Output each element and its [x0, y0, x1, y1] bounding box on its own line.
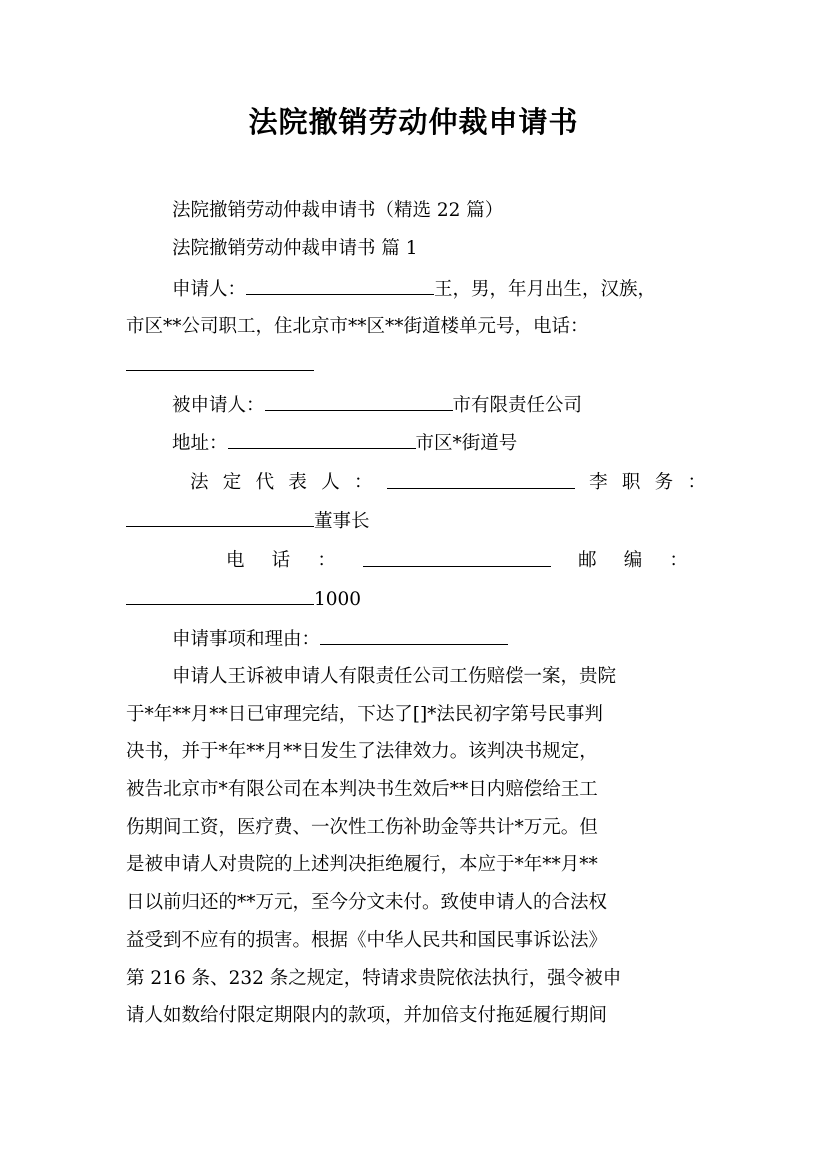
phone-char: 电	[226, 550, 245, 571]
legal-rep-char: ：	[687, 472, 706, 493]
legal-rep-char: 职	[621, 472, 641, 493]
applicant-blank	[246, 276, 434, 295]
body-line: 伤期间工资，医疗费、一次性工伤补助金等共计*万元。但	[126, 816, 598, 838]
legal-rep-char: 定	[222, 472, 242, 493]
legal-rep-char: 法	[190, 472, 209, 493]
address-blank	[228, 430, 416, 449]
postcode-line	[126, 586, 706, 613]
postcode-char: 邮	[578, 550, 597, 571]
legal-rep-char: 人	[321, 472, 340, 493]
postcode-blank	[126, 586, 314, 605]
matters-line	[172, 626, 752, 653]
section-heading: 法院撤销劳动仲裁申请书 篇 1	[172, 238, 418, 259]
position-blank	[126, 508, 314, 527]
address-label: 地址：	[172, 433, 228, 454]
postcode-info: 1000	[314, 589, 362, 610]
legal-rep-blank	[387, 470, 575, 489]
address-info: 市区*街道号	[415, 433, 518, 454]
address-line	[172, 430, 752, 457]
applicant-line	[172, 276, 752, 303]
matters-blank	[320, 626, 508, 645]
body-line: 第 216 条、232 条之规定，特请求贵院依法执行，强令被申	[126, 967, 622, 989]
applicant-label: 申请人：	[172, 279, 247, 300]
body-line: 是被申请人对贵院的上述判决拒绝履行，本应于*年**月**	[126, 854, 598, 876]
document-subtitle: 法院撤销劳动仲裁申请书（精选 22 篇）	[172, 200, 504, 221]
phone-char: 话	[271, 550, 291, 571]
legal-rep-char: 李	[589, 472, 608, 493]
position-line	[126, 508, 706, 535]
legal-rep-char: 务	[654, 472, 674, 493]
respondent-label: 被申请人：	[172, 395, 265, 416]
legal-rep-char: 代	[255, 472, 275, 493]
contact-line	[226, 548, 688, 574]
postcode-char: ：	[669, 550, 688, 571]
respondent-line	[172, 392, 752, 419]
body-line: 益受到不应有的损害。根据《中华人民共和国民事诉讼法》	[126, 929, 608, 951]
document-title: 法院撤销劳动仲裁申请书	[248, 105, 579, 139]
legal-rep-char: ：	[353, 472, 373, 493]
phone-blank-line	[126, 352, 706, 379]
body-line: 日以前归还的**万元，至今分文未付。致使申请人的合法权	[126, 892, 608, 914]
body-line: 决书，并于*年**月**日发生了法律效力。该判决书规定，	[126, 741, 598, 763]
body-line: 请人如数给付限定期限内的款项，并加倍支付拖延履行期间	[126, 1005, 608, 1027]
phone-blank	[363, 548, 551, 567]
body-line: 于*年**月**日已审理完结，下达了[]*法民初字第号民事判	[126, 703, 603, 725]
postcode-char: 编	[623, 550, 643, 571]
body-paragraph	[126, 658, 706, 1035]
body-line: 申请人王诉被申请人有限责任公司工伤赔偿一案，贵院	[172, 666, 617, 687]
position-info: 董事长	[314, 511, 370, 532]
applicant-line-2: 市区**公司职工，住北京市**区**街道楼单元号，电话：	[126, 316, 589, 337]
phone-char: ：	[317, 550, 336, 571]
legal-rep-char: 表	[288, 472, 307, 493]
legal-rep-line	[190, 470, 706, 496]
applicant-info: 王，男，年月出生，汉族，	[434, 279, 657, 300]
respondent-blank	[265, 392, 453, 411]
body-line: 被告北京市*有限公司在本判决书生效后**日内赔偿给王工	[126, 779, 598, 801]
applicant-phone-blank	[126, 352, 314, 371]
matters-label: 申请事项和理由：	[172, 629, 321, 650]
respondent-info: 市有限责任公司	[452, 395, 583, 416]
